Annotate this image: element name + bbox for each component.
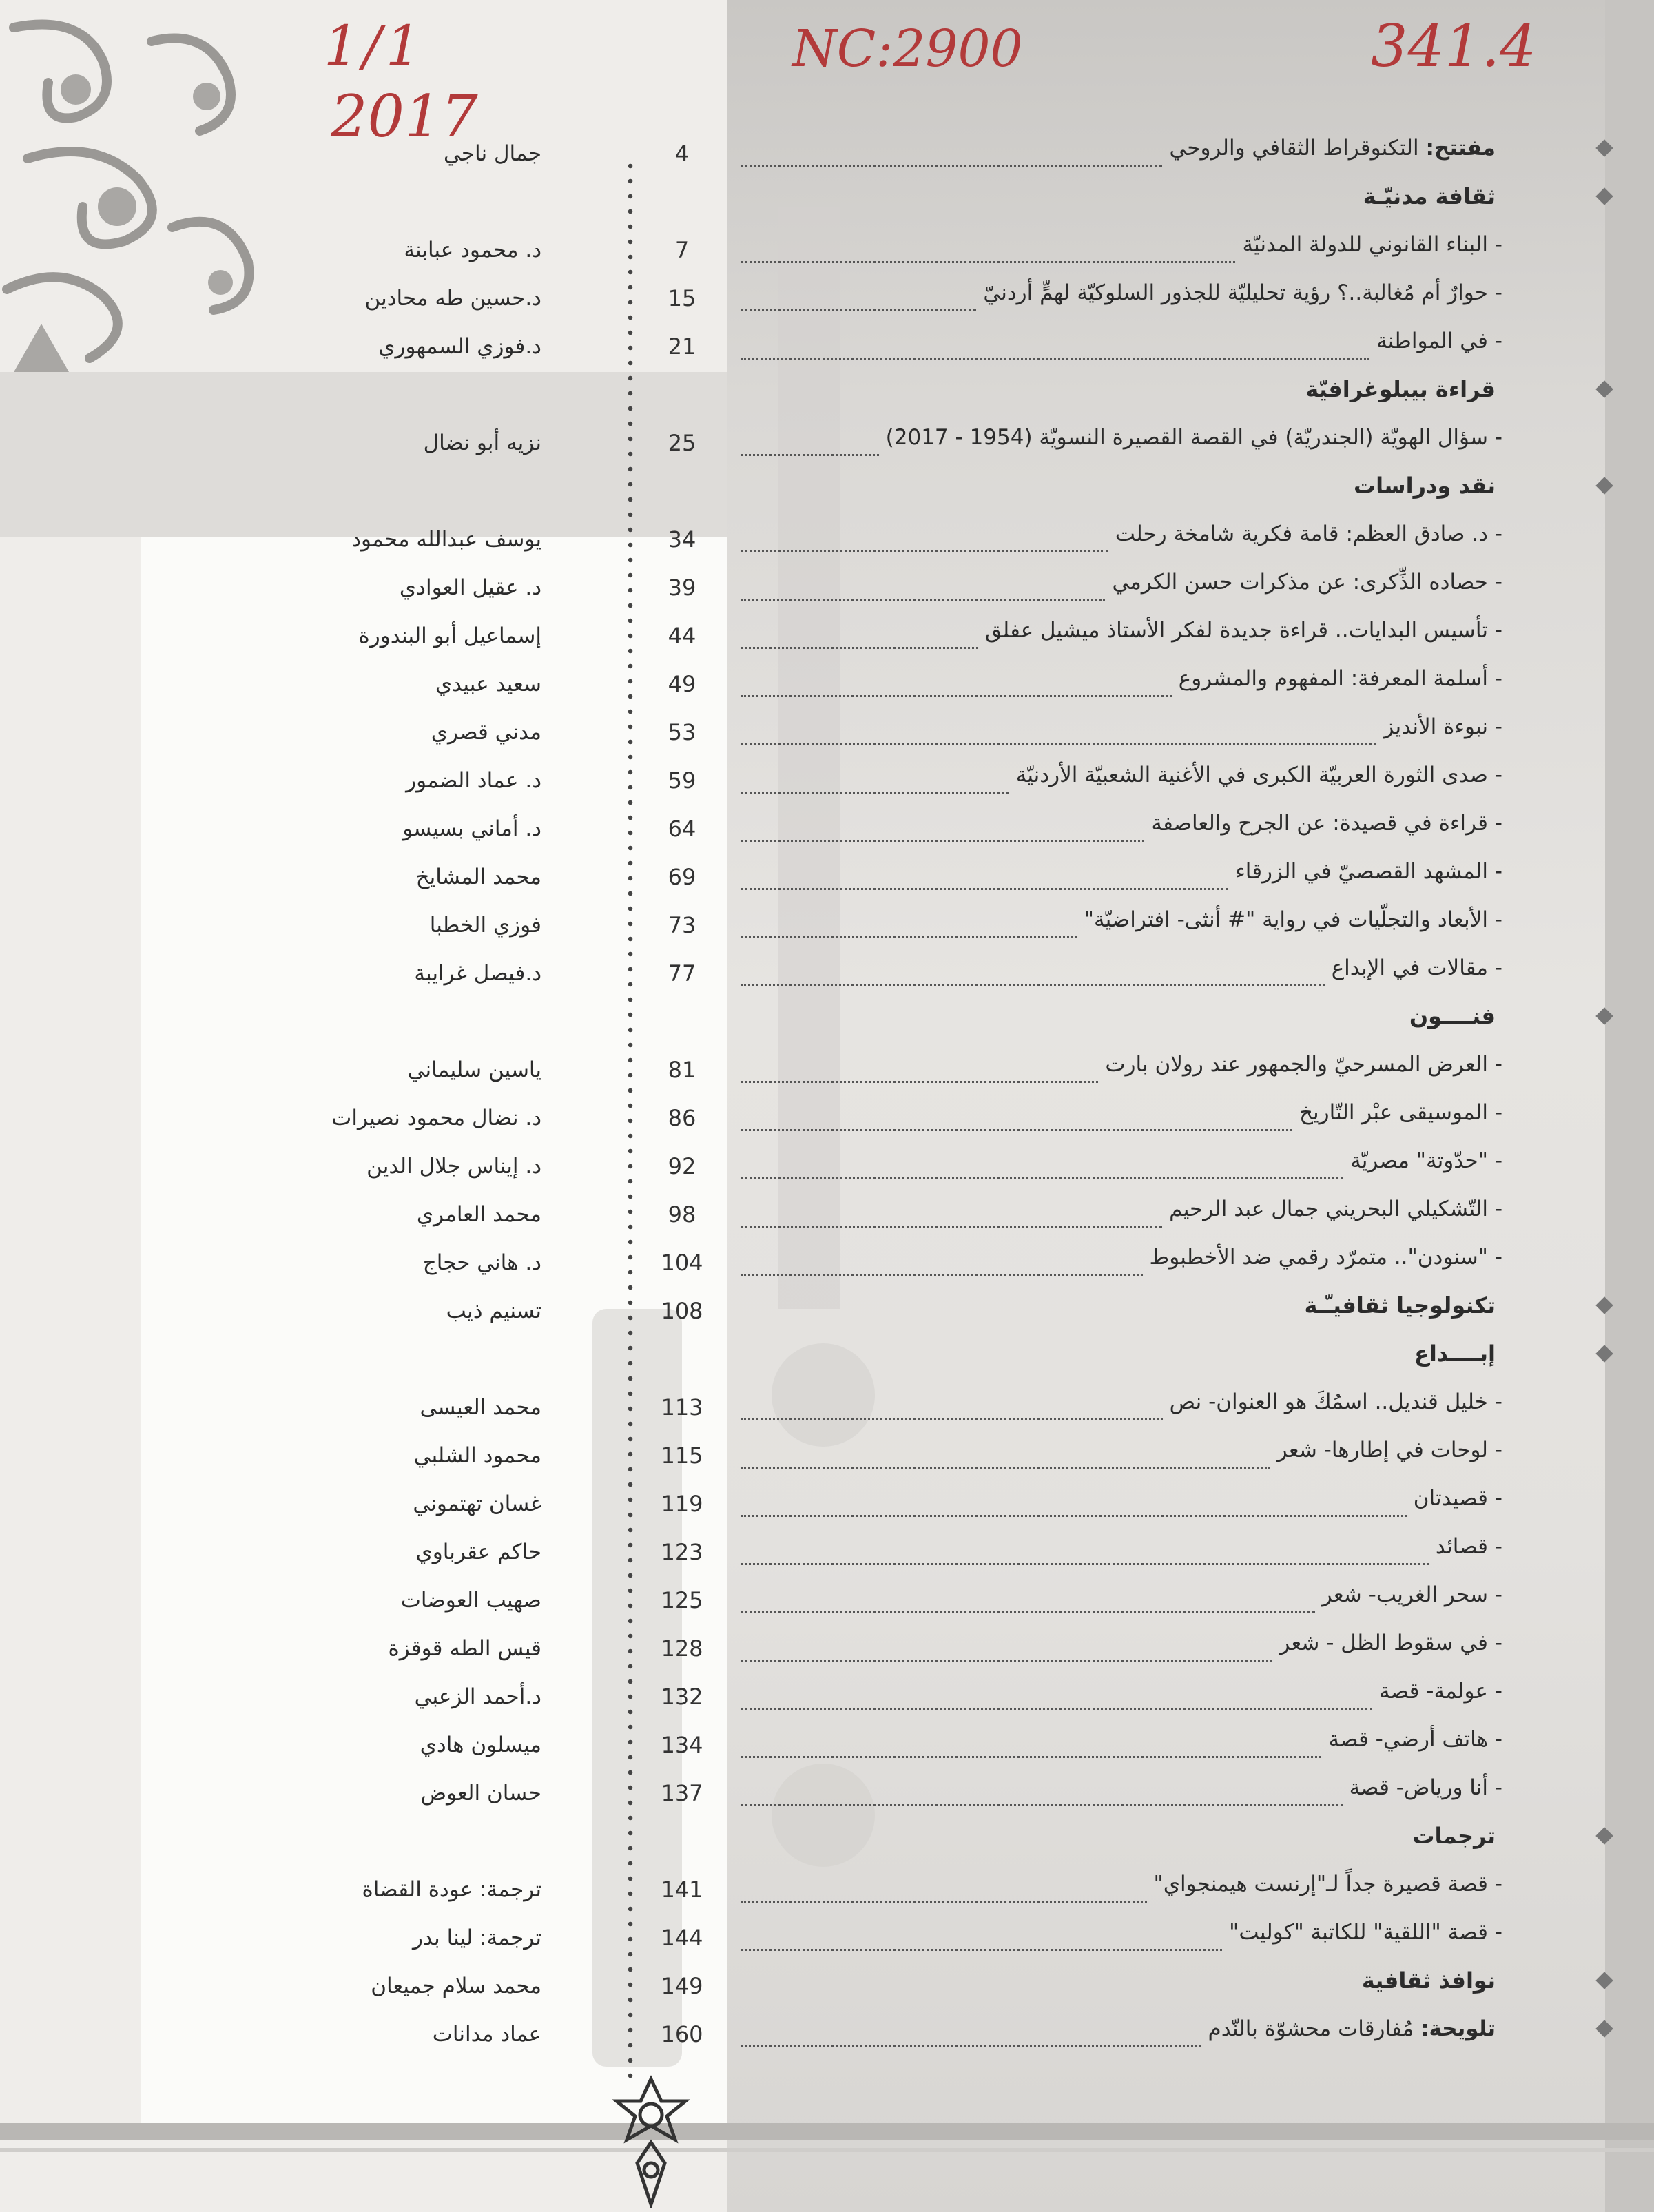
dotted-leader bbox=[741, 743, 1376, 745]
toc-page-number: 53 bbox=[668, 719, 696, 745]
toc-entry-row bbox=[0, 565, 1654, 613]
toc-author: د.فيصل غرايبة bbox=[414, 961, 541, 986]
toc-entry-title: - نبوءة الأنديز bbox=[1383, 714, 1502, 739]
dotted-leader bbox=[741, 1129, 1292, 1131]
toc-entry-title: - الموسيقى عبْر التّاريخ bbox=[1299, 1100, 1502, 1125]
toc-entry-row bbox=[0, 1433, 1654, 1481]
toc-entry-row bbox=[0, 1722, 1654, 1770]
toc-section-row bbox=[0, 999, 1654, 1047]
toc-author: د.فوزي السمهوري bbox=[378, 334, 541, 359]
dotted-leader bbox=[741, 454, 879, 456]
toc-page-number: 92 bbox=[668, 1153, 696, 1179]
toc-page-number: 132 bbox=[661, 1684, 703, 1710]
toc-entry-title: - قراءة في قصيدة: عن الجرح والعاصفة bbox=[1151, 811, 1502, 836]
toc-entry-row bbox=[0, 227, 1654, 276]
toc-page-number: 134 bbox=[661, 1732, 703, 1758]
toc-page-number: 59 bbox=[668, 767, 696, 794]
toc-author: د.أحمد الزعبي bbox=[414, 1684, 541, 1709]
toc-author: غسان تهتموني bbox=[413, 1491, 541, 1516]
toc-page-number: 15 bbox=[668, 285, 696, 311]
toc-author: د. عماد الضمور bbox=[406, 768, 541, 793]
toc-entry-row bbox=[0, 517, 1654, 565]
toc-page-number: 86 bbox=[668, 1105, 696, 1131]
dotted-leader bbox=[741, 261, 1235, 263]
toc-page-number: 144 bbox=[661, 1925, 703, 1951]
toc-author: محمد العيسى bbox=[420, 1395, 541, 1420]
toc-author: إسماعيل أبو البندورة bbox=[358, 623, 541, 648]
dotted-leader bbox=[741, 358, 1369, 360]
toc-section-title: ثقافة مدنيّـة bbox=[1363, 183, 1496, 209]
bullet-diamond-icon bbox=[1595, 1827, 1613, 1844]
toc-entry-title-text: مُفارقات محشوّة بالنّدم bbox=[1208, 2016, 1421, 2041]
dotted-leader bbox=[741, 1515, 1407, 1517]
toc-section-title: نوافذ ثقافية bbox=[1361, 1967, 1496, 1994]
toc-section-row bbox=[0, 1819, 1654, 1867]
dotted-leader bbox=[741, 792, 1009, 794]
bullet-diamond-icon bbox=[1595, 477, 1613, 494]
toc-page-number: 73 bbox=[668, 912, 696, 938]
toc-page-number: 125 bbox=[661, 1587, 703, 1613]
bullet-diamond-icon bbox=[1595, 139, 1613, 156]
toc-section-row bbox=[0, 1336, 1654, 1385]
toc-page-number: 104 bbox=[661, 1250, 703, 1276]
toc-author: ترجمة: لينا بدر bbox=[412, 1925, 541, 1950]
toc-author: نزيه أبو نضال bbox=[423, 431, 541, 455]
toc-entry-title: - حصاده الذِّكرى: عن مذكرات حسن الكرمي bbox=[1112, 570, 1502, 595]
toc-entry-title: - أسلمة المعرفة: المفهوم والمشروع bbox=[1178, 666, 1502, 691]
handwritten-note-issue: 1/1 bbox=[324, 14, 425, 78]
toc-section-row bbox=[0, 372, 1654, 420]
toc-entry-row bbox=[0, 1385, 1654, 1433]
toc-entry-title: - مقالات في الإبداع bbox=[1331, 955, 1502, 980]
toc-entry-title-text: التكنوقراط الثقافي والروحي bbox=[1169, 136, 1426, 161]
toc-entry-row bbox=[0, 1240, 1654, 1288]
dotted-leader bbox=[741, 1949, 1222, 1951]
toc-page-number: 25 bbox=[668, 430, 696, 456]
toc-entry-row bbox=[0, 902, 1654, 951]
toc-entry-title: - د. صادق العظم: قامة فكرية شامخة رحلت bbox=[1115, 521, 1502, 546]
toc-page-number: 39 bbox=[668, 575, 696, 601]
dotted-leader bbox=[741, 1418, 1163, 1420]
toc-entry-row bbox=[0, 758, 1654, 806]
dotted-leader bbox=[741, 2045, 1201, 2047]
bullet-diamond-icon bbox=[1595, 187, 1613, 205]
toc-page-number: 81 bbox=[668, 1057, 696, 1083]
toc-entry-title: - البناء القانوني للدولة المدنيّة bbox=[1242, 232, 1502, 257]
toc-entry-title: - قصائد bbox=[1435, 1534, 1502, 1559]
toc-author: ترجمة: عودة القضاة bbox=[362, 1877, 541, 1902]
toc-author: قيس الطه قوقزة bbox=[388, 1636, 541, 1661]
toc-author: د. إيناس جلال الدين bbox=[366, 1154, 541, 1179]
toc-entry-row bbox=[0, 710, 1654, 758]
dotted-leader bbox=[741, 1177, 1343, 1179]
bottom-rule bbox=[0, 2123, 1654, 2140]
toc-entry-title: - سحر الغريب- شعر bbox=[1321, 1582, 1502, 1607]
bullet-diamond-icon bbox=[1595, 1972, 1613, 1989]
dotted-leader bbox=[741, 1708, 1372, 1710]
toc-author: تسنيم ذيب bbox=[446, 1299, 541, 1323]
dotted-leader bbox=[741, 888, 1228, 890]
toc-entry-title: - "حدّوتة" مصريّة bbox=[1350, 1148, 1502, 1173]
toc-entry-lead: مفتتح: bbox=[1425, 136, 1496, 161]
toc-entry-title: - قصة قصيرة جداً لـ"إرنست هيمنجواي" bbox=[1153, 1872, 1502, 1896]
toc-entry-row bbox=[0, 1144, 1654, 1192]
toc-section-row bbox=[0, 1963, 1654, 2012]
toc-entry-row bbox=[0, 1770, 1654, 1819]
dotted-leader bbox=[741, 695, 1172, 697]
toc-author: حسان العوض bbox=[420, 1781, 541, 1806]
toc-section-title: تكنولوجيا ثقافيـّـة bbox=[1304, 1292, 1496, 1319]
toc-entry-row bbox=[0, 1529, 1654, 1578]
toc-page-number: 64 bbox=[668, 816, 696, 842]
dotted-leader bbox=[741, 1467, 1270, 1469]
toc-section-title: فنــــون bbox=[1409, 1003, 1496, 1029]
dotted-leader bbox=[741, 840, 1144, 842]
toc-page-number: 115 bbox=[661, 1443, 703, 1469]
toc-section-row bbox=[0, 468, 1654, 517]
toc-page-number: 49 bbox=[668, 671, 696, 697]
toc-entry-row bbox=[0, 131, 1654, 179]
toc-section-title: إبــــداع bbox=[1414, 1341, 1496, 1367]
toc-entry-row bbox=[0, 1626, 1654, 1674]
handwritten-note-classification: 341.4 bbox=[1371, 12, 1537, 80]
toc-author: د. أماني بسيسو bbox=[402, 816, 541, 841]
toc-entry-title bbox=[1169, 131, 1496, 165]
toc-entry-title: - لوحات في إطارها- شعر bbox=[1276, 1438, 1502, 1462]
bullet-diamond-icon bbox=[1595, 1345, 1613, 1362]
toc-entry-title: - تأسيس البدايات.. قراءة جديدة لفكر الأستاذ ميشيل عفلق bbox=[984, 618, 1502, 643]
toc-author: ميسلون هادي bbox=[420, 1733, 541, 1757]
toc-author: حاكم عقرباوي bbox=[415, 1540, 541, 1564]
bullet-diamond-icon bbox=[1595, 1007, 1613, 1024]
toc-entry-title: - سؤال الهويّة (الجندريّة) في القصة القصيرة النسويّة (1954 - 2017) bbox=[885, 425, 1502, 450]
toc-author: د. عقيل العوادي bbox=[399, 575, 541, 600]
toc-author: جمال ناجي bbox=[444, 141, 541, 166]
dotted-leader bbox=[741, 1563, 1429, 1565]
toc-section-row bbox=[0, 1288, 1654, 1336]
toc-page-number: 77 bbox=[668, 960, 696, 986]
toc-entry-title: - صدى الثورة العربيّة الكبرى في الأغنية الشعبيّة الأردنيّة bbox=[1015, 763, 1502, 787]
toc-entry-row bbox=[0, 1192, 1654, 1240]
toc-page-number: 44 bbox=[668, 623, 696, 649]
toc-entry-row bbox=[0, 1481, 1654, 1529]
toc-entry-title: - حوارٌ أم مُغالبة..؟ رؤية تحليليّة للجذور السلوكيّة لهمٍّ أردنيّ bbox=[983, 280, 1502, 305]
toc-entry-row bbox=[0, 854, 1654, 902]
toc-entry-title: - التّشكيلي البحريني جمال عبد الرحيم bbox=[1169, 1197, 1502, 1221]
dotted-leader bbox=[741, 1274, 1143, 1276]
toc-entry-row bbox=[0, 1578, 1654, 1626]
toc-entry-row bbox=[0, 806, 1654, 854]
dotted-leader bbox=[741, 1804, 1343, 1806]
handwritten-note-year: 2017 bbox=[331, 83, 478, 150]
toc-entry-title: - "سنودن".. متمرّد رقمي ضد الأخطبوط bbox=[1149, 1245, 1502, 1270]
toc-page-number: 160 bbox=[661, 2021, 703, 2047]
toc-author: محمد العامري bbox=[416, 1202, 541, 1227]
toc-author: ياسين سليماني bbox=[407, 1057, 541, 1082]
toc-page-number: 34 bbox=[668, 526, 696, 552]
toc-entry-row bbox=[0, 324, 1654, 372]
bullet-diamond-icon bbox=[1595, 380, 1613, 397]
dotted-leader bbox=[741, 984, 1325, 986]
toc-author: محمد المشايخ bbox=[415, 865, 541, 889]
toc-author: عماد مدانات bbox=[432, 2022, 541, 2047]
toc-entry-title: - قصة "اللقية" للكاتبة "كوليت" bbox=[1229, 1920, 1502, 1945]
toc-author: د. هاني حجاج bbox=[422, 1250, 541, 1275]
toc-section-title: ترجمات bbox=[1412, 1823, 1496, 1849]
toc-entry-row bbox=[0, 276, 1654, 324]
bullet-diamond-icon bbox=[1595, 1296, 1613, 1314]
dotted-leader bbox=[741, 309, 976, 311]
dotted-leader bbox=[741, 165, 1162, 167]
toc-entry-row bbox=[0, 951, 1654, 999]
toc-entry-row bbox=[0, 1915, 1654, 1963]
toc-page-number: 128 bbox=[661, 1635, 703, 1662]
toc-page-number: 7 bbox=[674, 237, 690, 263]
toc-author: د. نضال محمود نصيرات bbox=[331, 1106, 541, 1130]
toc-page-number: 108 bbox=[661, 1298, 703, 1324]
toc-page-number: 21 bbox=[668, 333, 696, 360]
dotted-leader bbox=[741, 1226, 1162, 1228]
toc-author: د.حسين طه محادين bbox=[364, 286, 541, 311]
toc-entry-title: - أنا ورياض- قصة bbox=[1349, 1775, 1502, 1800]
toc-entry-lead: تلويحة: bbox=[1420, 2016, 1496, 2041]
dotted-leader bbox=[741, 1901, 1147, 1903]
toc-page-number: 119 bbox=[661, 1491, 703, 1517]
toc-section-title: نقد ودراسات bbox=[1353, 473, 1496, 499]
toc-entry-title: - عولمة- قصة bbox=[1379, 1679, 1502, 1704]
handwritten-note-code: NC:2900 bbox=[792, 19, 1023, 79]
toc-entry-title bbox=[1208, 2012, 1496, 2046]
dotted-leader bbox=[741, 1081, 1098, 1083]
toc-entry-row bbox=[0, 1867, 1654, 1915]
toc-entry-row bbox=[0, 661, 1654, 710]
toc-author: سعيد عبيدي bbox=[435, 672, 541, 696]
dotted-leader bbox=[741, 1756, 1321, 1758]
bottom-rule-thin bbox=[0, 2148, 1654, 2152]
toc-entry-title: - خليل قنديل.. اسمُكَ هو العنوان- نص bbox=[1169, 1389, 1502, 1414]
toc-entry-title: - قصيدتان bbox=[1413, 1486, 1502, 1511]
dotted-leader bbox=[741, 936, 1077, 938]
toc-page-number: 98 bbox=[668, 1201, 696, 1228]
toc-author: فوزي الخطبا bbox=[429, 913, 541, 938]
toc-entry-title: - في المواطنة bbox=[1376, 329, 1502, 353]
toc-entry-row bbox=[0, 2012, 1654, 2060]
toc-author: يوسف عبدالله محمود bbox=[351, 527, 541, 552]
toc-entry-row bbox=[0, 1047, 1654, 1095]
dotted-leader bbox=[741, 599, 1105, 601]
toc-entry-row bbox=[0, 420, 1654, 468]
toc-entry-title: - الأبعاد والتجلّيات في رواية "# أنثى- افتراضيّة" bbox=[1084, 907, 1502, 932]
toc-author: د. محمود عبابنة bbox=[404, 238, 541, 262]
dotted-leader bbox=[741, 1660, 1272, 1662]
toc-entry-row bbox=[0, 1674, 1654, 1722]
toc-entry-title: - هاتف أرضي- قصة bbox=[1328, 1727, 1502, 1752]
rosette-ornament-icon bbox=[606, 2074, 696, 2208]
toc-page-number: 149 bbox=[661, 1973, 703, 1999]
toc-entry-title: - المشهد القصصيّ في الزرقاء bbox=[1235, 859, 1502, 884]
toc-entry-row bbox=[0, 613, 1654, 661]
dotted-leader bbox=[741, 1611, 1315, 1613]
toc-entry-row bbox=[0, 1095, 1654, 1144]
toc-section-row bbox=[0, 179, 1654, 227]
toc-section-title: قراءة بيبلوغرافيّة bbox=[1305, 376, 1496, 402]
toc-author: محمود الشلبي bbox=[413, 1443, 541, 1468]
toc-page-number: 141 bbox=[661, 1877, 703, 1903]
toc-entry-title: - العرض المسرحيّ والجمهور عند رولان بارت bbox=[1105, 1052, 1502, 1077]
toc-page-number: 137 bbox=[661, 1780, 703, 1806]
toc-page-number: 123 bbox=[661, 1539, 703, 1565]
toc-author: مدني قصري bbox=[431, 720, 541, 745]
toc-author: محمد سلام جميعان bbox=[371, 1974, 541, 1998]
toc-entry-title: - في سقوط الظل - شعر bbox=[1279, 1631, 1502, 1655]
bullet-diamond-icon bbox=[1595, 2020, 1613, 2037]
toc-page-number: 69 bbox=[668, 864, 696, 890]
toc-page-number: 113 bbox=[661, 1394, 703, 1420]
toc-author: صهيب العوضات bbox=[400, 1588, 541, 1613]
dotted-leader bbox=[741, 550, 1108, 552]
toc-page-number: 4 bbox=[674, 141, 690, 167]
dotted-leader bbox=[741, 647, 978, 649]
